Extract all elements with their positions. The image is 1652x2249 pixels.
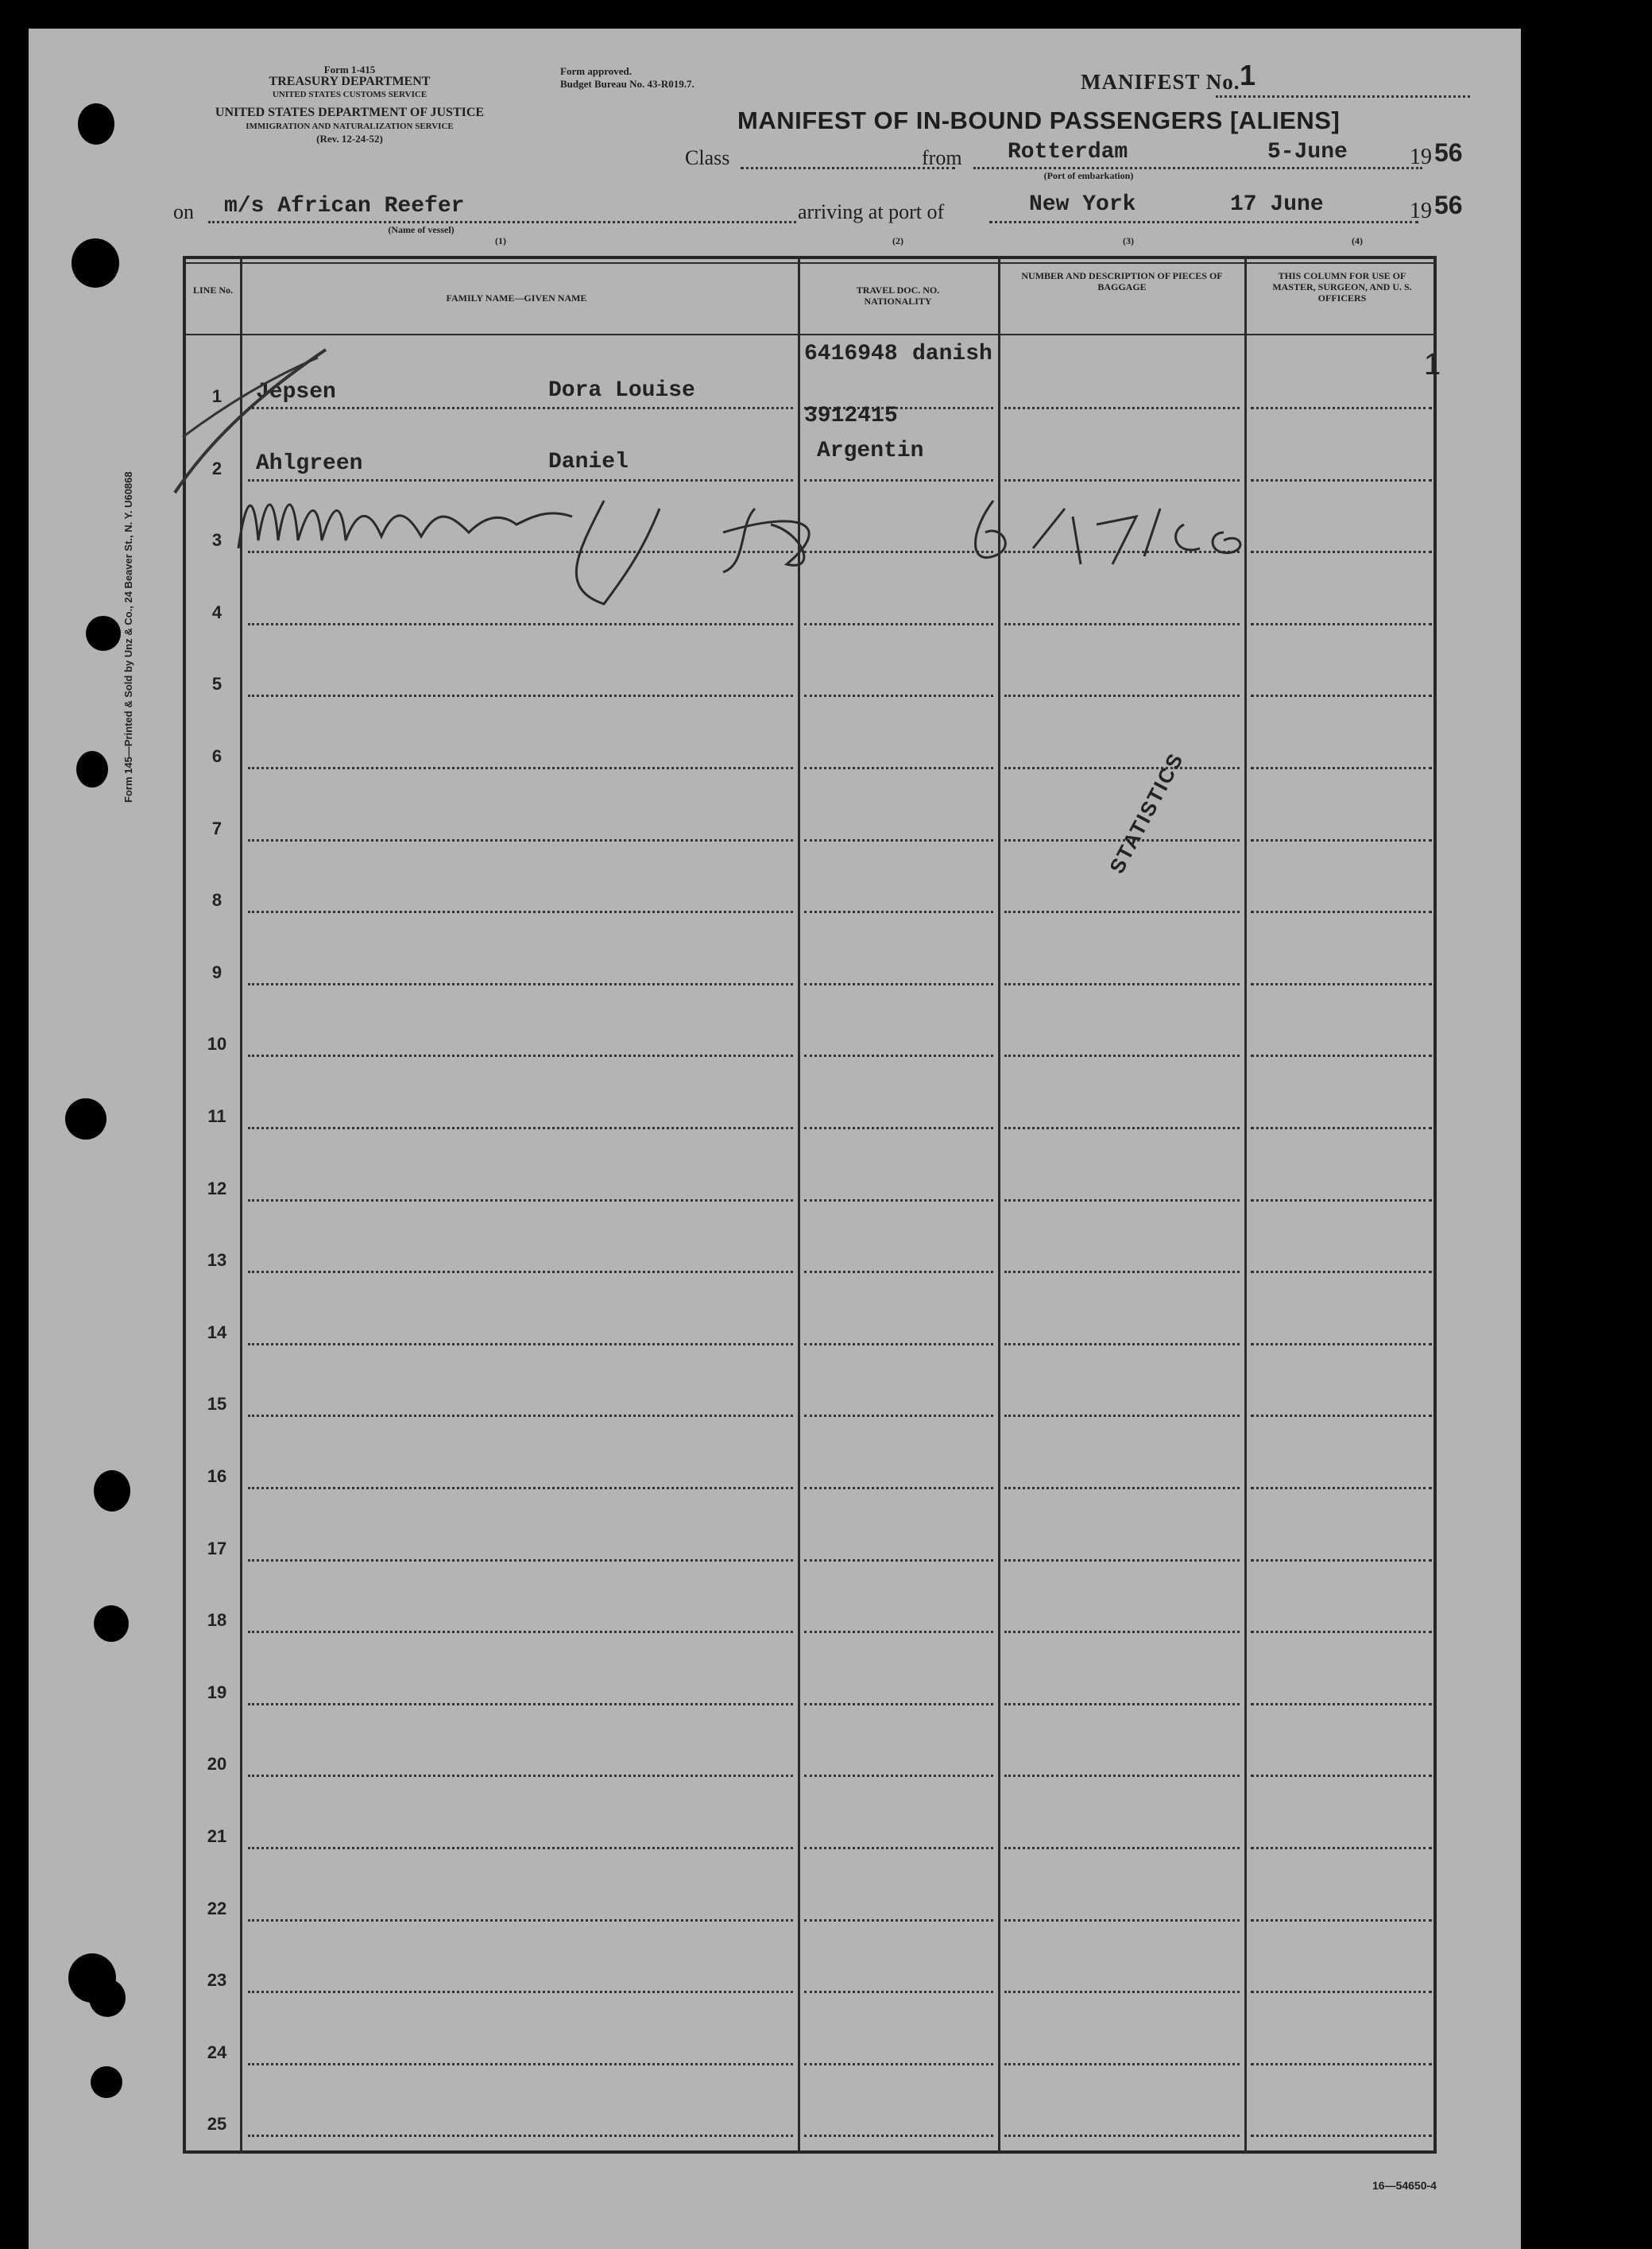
row-number: 17 — [207, 1538, 227, 1558]
row-dotted-line — [1004, 911, 1240, 913]
row-dotted-line — [248, 1991, 793, 1993]
row-dotted-line — [1004, 1199, 1240, 1202]
row-dotted-line — [804, 1055, 993, 1057]
row-dotted-line — [248, 1343, 793, 1345]
row-number: 6 — [211, 746, 222, 766]
header-row-divider — [183, 334, 1437, 335]
row-number: 11 — [207, 1106, 226, 1126]
row-dotted-line — [1251, 623, 1432, 625]
row-dotted-line — [804, 911, 993, 913]
row-number: 15 — [207, 1394, 227, 1415]
row-dotted-line — [248, 1703, 793, 1705]
row-dotted-line — [1004, 1631, 1240, 1633]
row-number: 22 — [207, 1898, 227, 1918]
binder-hole — [78, 103, 114, 145]
row-number: 13 — [207, 1250, 227, 1271]
row-number: 24 — [207, 2042, 227, 2062]
from-port: Rotterdam — [1008, 140, 1128, 165]
binder-hole — [65, 1098, 106, 1140]
row-dotted-line — [804, 1631, 993, 1633]
row-dotted-line — [248, 2135, 793, 2137]
row-number: 10 — [207, 1034, 227, 1055]
row-dotted-line — [248, 1919, 793, 1922]
row-dotted-line — [1004, 1919, 1240, 1922]
row-dotted-line — [804, 1415, 993, 1417]
row-dotted-line — [804, 695, 993, 697]
form-code: 16—54650-4 — [1372, 2179, 1437, 2192]
arriving-label: arriving at port of — [798, 200, 945, 223]
vessel-caption: (Name of vessel) — [388, 224, 455, 235]
passenger-2-doc-no: 3912415 — [804, 404, 898, 428]
departure-date: 5-June — [1267, 140, 1348, 165]
row-number: 21 — [207, 1826, 227, 1846]
revision-date: (Rev. 12-24-52) — [316, 133, 383, 145]
justice-dept: UNITED STATES DEPARTMENT OF JUSTICE — [215, 106, 485, 119]
binder-hole — [94, 1470, 130, 1512]
year-prefix-2: 19 — [1410, 199, 1432, 223]
col-1-marker: (1) — [495, 235, 506, 246]
row-dotted-line — [1251, 1775, 1432, 1777]
row-dotted-line — [804, 1847, 993, 1849]
row-dotted-line — [804, 2135, 993, 2137]
row-number: 3 — [211, 530, 222, 551]
row-number: 4 — [211, 602, 222, 622]
row-dotted-line — [1004, 983, 1240, 985]
row-dotted-line — [1004, 695, 1240, 697]
row-dotted-line — [1251, 1703, 1432, 1705]
arrival-date: 17 June — [1230, 192, 1324, 217]
row-dotted-line — [804, 1271, 993, 1273]
row-dotted-line — [1004, 1847, 1240, 1849]
year-prefix: 19 — [1410, 145, 1432, 169]
row-number: 18 — [207, 1610, 227, 1631]
header-officers: THIS COLUMN FOR USE OF MASTER, SURGEON, AND U. S. OFFICERS — [1272, 270, 1412, 304]
row-dotted-line — [248, 767, 793, 769]
passenger-1-nationality: danish — [912, 342, 992, 366]
row-dotted-line — [1004, 1559, 1240, 1562]
row-number: 9 — [211, 962, 222, 982]
row-dotted-line — [1251, 1559, 1432, 1562]
form-number: Form 1-415 — [323, 64, 376, 75]
header-name: FAMILY NAME—GIVEN NAME — [446, 292, 587, 304]
row-dotted-line — [804, 1487, 993, 1489]
row-dotted-line — [1251, 1487, 1432, 1489]
header-line-no: LINE No. — [192, 285, 233, 296]
header-travel-doc: TRAVEL DOC. NO. NATIONALITY — [856, 285, 940, 307]
row-dotted-line — [1004, 1487, 1240, 1489]
row-dotted-line — [1251, 1415, 1432, 1417]
row-dotted-line — [1004, 1055, 1240, 1057]
row-dotted-line — [1251, 695, 1432, 697]
row-dotted-line — [1251, 1991, 1432, 1993]
row-dotted-line — [1251, 1271, 1432, 1273]
row-dotted-line — [804, 1919, 993, 1922]
binder-hole — [76, 751, 108, 788]
row-dotted-line — [804, 1199, 993, 1202]
row-dotted-line — [1251, 2063, 1432, 2065]
on-label: on — [173, 200, 194, 223]
arrival-port: New York — [1029, 192, 1136, 217]
departure-year: 56 — [1434, 138, 1463, 167]
row-dotted-line — [1251, 1847, 1432, 1849]
col-4-marker: (4) — [1352, 235, 1363, 246]
page-title: MANIFEST OF IN-BOUND PASSENGERS [ALIENS] — [737, 106, 1341, 134]
statistics-stamp: STATISTICS — [1105, 748, 1189, 878]
row-dotted-line — [1004, 1271, 1240, 1273]
row-dotted-line — [804, 1343, 993, 1345]
row-dotted-line — [248, 1415, 793, 1417]
passenger-1-given-name: Dora Louise — [548, 378, 695, 403]
binder-hole — [89, 1979, 126, 2017]
row-dotted-line — [804, 1559, 993, 1562]
col-3-marker: (3) — [1123, 235, 1134, 246]
row-dotted-line — [1251, 1343, 1432, 1345]
passenger-2-nationality: Argentin — [817, 439, 924, 463]
passenger-2-family-name: Ahlgreen — [256, 451, 363, 476]
arriving-line — [989, 221, 1418, 223]
row-number: 1 — [211, 386, 222, 406]
row-dotted-line — [248, 839, 793, 842]
inspector-signature — [230, 477, 1303, 612]
row-number: 19 — [207, 1682, 227, 1702]
row-dotted-line — [1251, 983, 1432, 985]
row-dotted-line — [248, 911, 793, 913]
row-dotted-line — [1251, 2135, 1432, 2137]
row-number: 5 — [211, 674, 222, 695]
row-number: 8 — [211, 890, 222, 911]
row-dotted-line — [1004, 1415, 1240, 1417]
table-top-inner — [183, 262, 1437, 264]
row-dotted-line — [804, 623, 993, 625]
row-dotted-line — [1004, 623, 1240, 625]
row-dotted-line — [1004, 767, 1240, 769]
row-dotted-line — [804, 839, 993, 842]
row-dotted-line — [804, 2063, 993, 2065]
row-dotted-line — [1004, 2135, 1240, 2137]
row-number: 14 — [207, 1322, 227, 1342]
row-dotted-line — [248, 1847, 793, 1849]
passenger-1-doc-no: 6416948 — [804, 342, 898, 366]
row-dotted-line — [248, 1487, 793, 1489]
row-dotted-line — [1251, 407, 1432, 409]
row-dotted-line — [248, 1055, 793, 1057]
port-caption: (Port of embarkation) — [1043, 170, 1134, 181]
row-dotted-line — [1251, 1199, 1432, 1202]
row-number: 25 — [207, 2114, 227, 2135]
vessel-line — [208, 221, 796, 223]
class-label: Class — [685, 146, 730, 169]
row-dotted-line — [248, 1271, 793, 1273]
row-dotted-line — [1004, 1991, 1240, 1993]
treasury-dept: TREASURY DEPARTMENT — [269, 75, 431, 88]
header-baggage: NUMBER AND DESCRIPTION OF PIECES OF BAGGAGE — [1021, 270, 1223, 292]
row-number: 7 — [211, 818, 222, 838]
manifest-number: 1 — [1240, 59, 1256, 91]
row-number: 16 — [207, 1466, 227, 1486]
row-dotted-line — [1251, 1127, 1432, 1129]
customs-service: UNITED STATES CUSTOMS SERVICE — [272, 90, 428, 99]
row-dotted-line — [1004, 1127, 1240, 1129]
binder-hole — [86, 616, 121, 651]
row-number: 23 — [207, 1970, 227, 1991]
row-dotted-line — [1004, 1703, 1240, 1705]
row-number: 20 — [207, 1754, 227, 1775]
budget-bureau: Budget Bureau No. 43-R019.7. — [560, 78, 694, 90]
col-2-marker: (2) — [892, 235, 903, 246]
form-approved: Form approved. — [560, 65, 633, 77]
row-dotted-line — [804, 1991, 993, 1993]
row-dotted-line — [1251, 1055, 1432, 1057]
binder-hole — [94, 1605, 129, 1642]
from-label: from — [922, 146, 962, 169]
vessel-name: m/s African Reefer — [224, 194, 465, 219]
row-dotted-line — [1251, 911, 1432, 913]
row-dotted-line — [1004, 407, 1240, 409]
row-dotted-line — [248, 623, 793, 625]
row-dotted-line — [248, 695, 793, 697]
row-dotted-line — [248, 1127, 793, 1129]
printer-credit: Form 145—Printed & Sold by Unz & Co., 24 Beaver St., N. Y. U60868 — [122, 471, 134, 803]
row-dotted-line — [1251, 1919, 1432, 1922]
row-dotted-line — [804, 1703, 993, 1705]
row-dotted-line — [804, 767, 993, 769]
passenger-1-family-name: Jepsen — [256, 380, 336, 405]
row-dotted-line — [1004, 1775, 1240, 1777]
from-line — [973, 167, 1422, 169]
row-dotted-line — [248, 2063, 793, 2065]
row-dotted-line — [248, 1775, 793, 1777]
binder-hole — [72, 238, 119, 288]
row-dotted-line — [248, 1559, 793, 1562]
officer-mark: 1 — [1424, 348, 1441, 381]
row-dotted-line — [1004, 1343, 1240, 1345]
row-dotted-line — [248, 1199, 793, 1202]
binder-hole — [91, 2066, 122, 2098]
row-dotted-line — [1251, 839, 1432, 842]
row-dotted-line — [1251, 767, 1432, 769]
passenger-2-given-name: Daniel — [548, 450, 629, 474]
row-dotted-line — [1004, 2063, 1240, 2065]
row-dotted-line — [804, 983, 993, 985]
row-number: 2 — [211, 458, 222, 478]
manifest-no-line — [1216, 95, 1470, 98]
arrival-year: 56 — [1434, 191, 1463, 219]
row-number: 12 — [207, 1178, 227, 1198]
ins-service: IMMIGRATION AND NATURALIZATION SERVICE — [246, 122, 454, 131]
row-dotted-line — [1251, 1631, 1432, 1633]
row-dotted-line — [248, 1631, 793, 1633]
manifest-label: MANIFEST No. — [1081, 70, 1240, 94]
row-dotted-line — [804, 1775, 993, 1777]
row-dotted-line — [248, 983, 793, 985]
row-dotted-line — [804, 1127, 993, 1129]
